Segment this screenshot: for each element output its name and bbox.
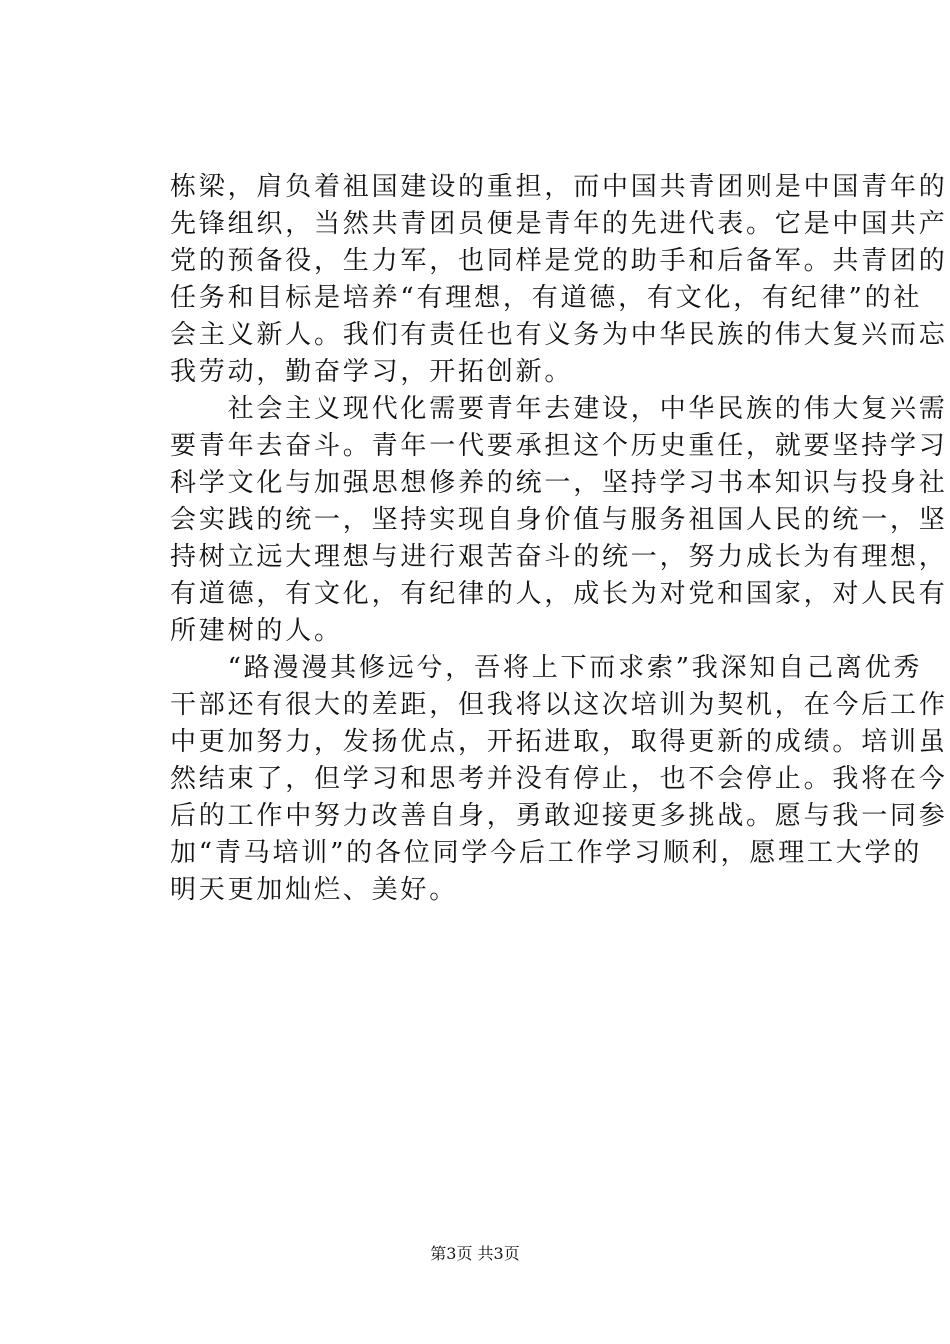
text-line: 科学文化与加强思想修养的统一，坚持学习书本知识与投身社 [170, 468, 948, 498]
text-line: 栋梁，肩负着祖国建设的重担，而中国共青团则是中国青年的 [170, 172, 948, 202]
text-line: 然结束了，但学习和思考并没有停止，也不会停止。我将在今 [170, 764, 948, 794]
page-number-footer: 第3页 共3页 [430, 1244, 520, 1263]
text-line: 社会主义现代化需要青年去建设，中华民族的伟大复兴需 [170, 394, 948, 424]
text-line: 要青年去奋斗。青年一代要承担这个历史重任，就要坚持学习 [170, 431, 948, 461]
document-body [170, 169, 948, 909]
text-line: 党的预备役，生力军，也同样是党的助手和后备军。共青团的 [170, 246, 948, 276]
text-line: 所建树的人。 [170, 616, 343, 646]
text-line: 干部还有很大的差距，但我将以这次培训为契机，在今后工作 [170, 690, 948, 720]
text-line: 会实践的统一，坚持实现自身价值与服务祖国人民的统一，坚 [170, 505, 948, 535]
text-line: 先锋组织，当然共青团员便是青年的先进代表。它是中国共产 [170, 209, 948, 239]
text-line: 任务和目标是培养“有理想，有道德，有文化，有纪律”的社 [170, 283, 923, 313]
text-line: 持树立远大理想与进行艰苦奋斗的统一，努力成长为有理想， [170, 542, 948, 572]
text-line: 有道德，有文化，有纪律的人，成长为对党和国家，对人民有 [170, 579, 948, 609]
text-line: 加“青马培训”的各位同学今后工作学习顺利，愿理工大学的 [170, 838, 923, 868]
text-line: 会主义新人。我们有责任也有义务为中华民族的伟大复兴而忘 [170, 320, 948, 350]
text-line: 后的工作中努力改善自身，勇敢迎接更多挑战。愿与我一同参 [170, 801, 948, 831]
text-line: 明天更加灿烂、美好。 [170, 875, 459, 905]
text-line: “路漫漫其修远兮，吾将上下而求索”我深知自己离优秀 [170, 653, 923, 683]
text-line: 中更加努力，发扬优点，开拓进取，取得更新的成绩。培训虽 [170, 727, 948, 757]
text-line: 我劳动，勤奋学习，开拓创新。 [170, 357, 574, 387]
